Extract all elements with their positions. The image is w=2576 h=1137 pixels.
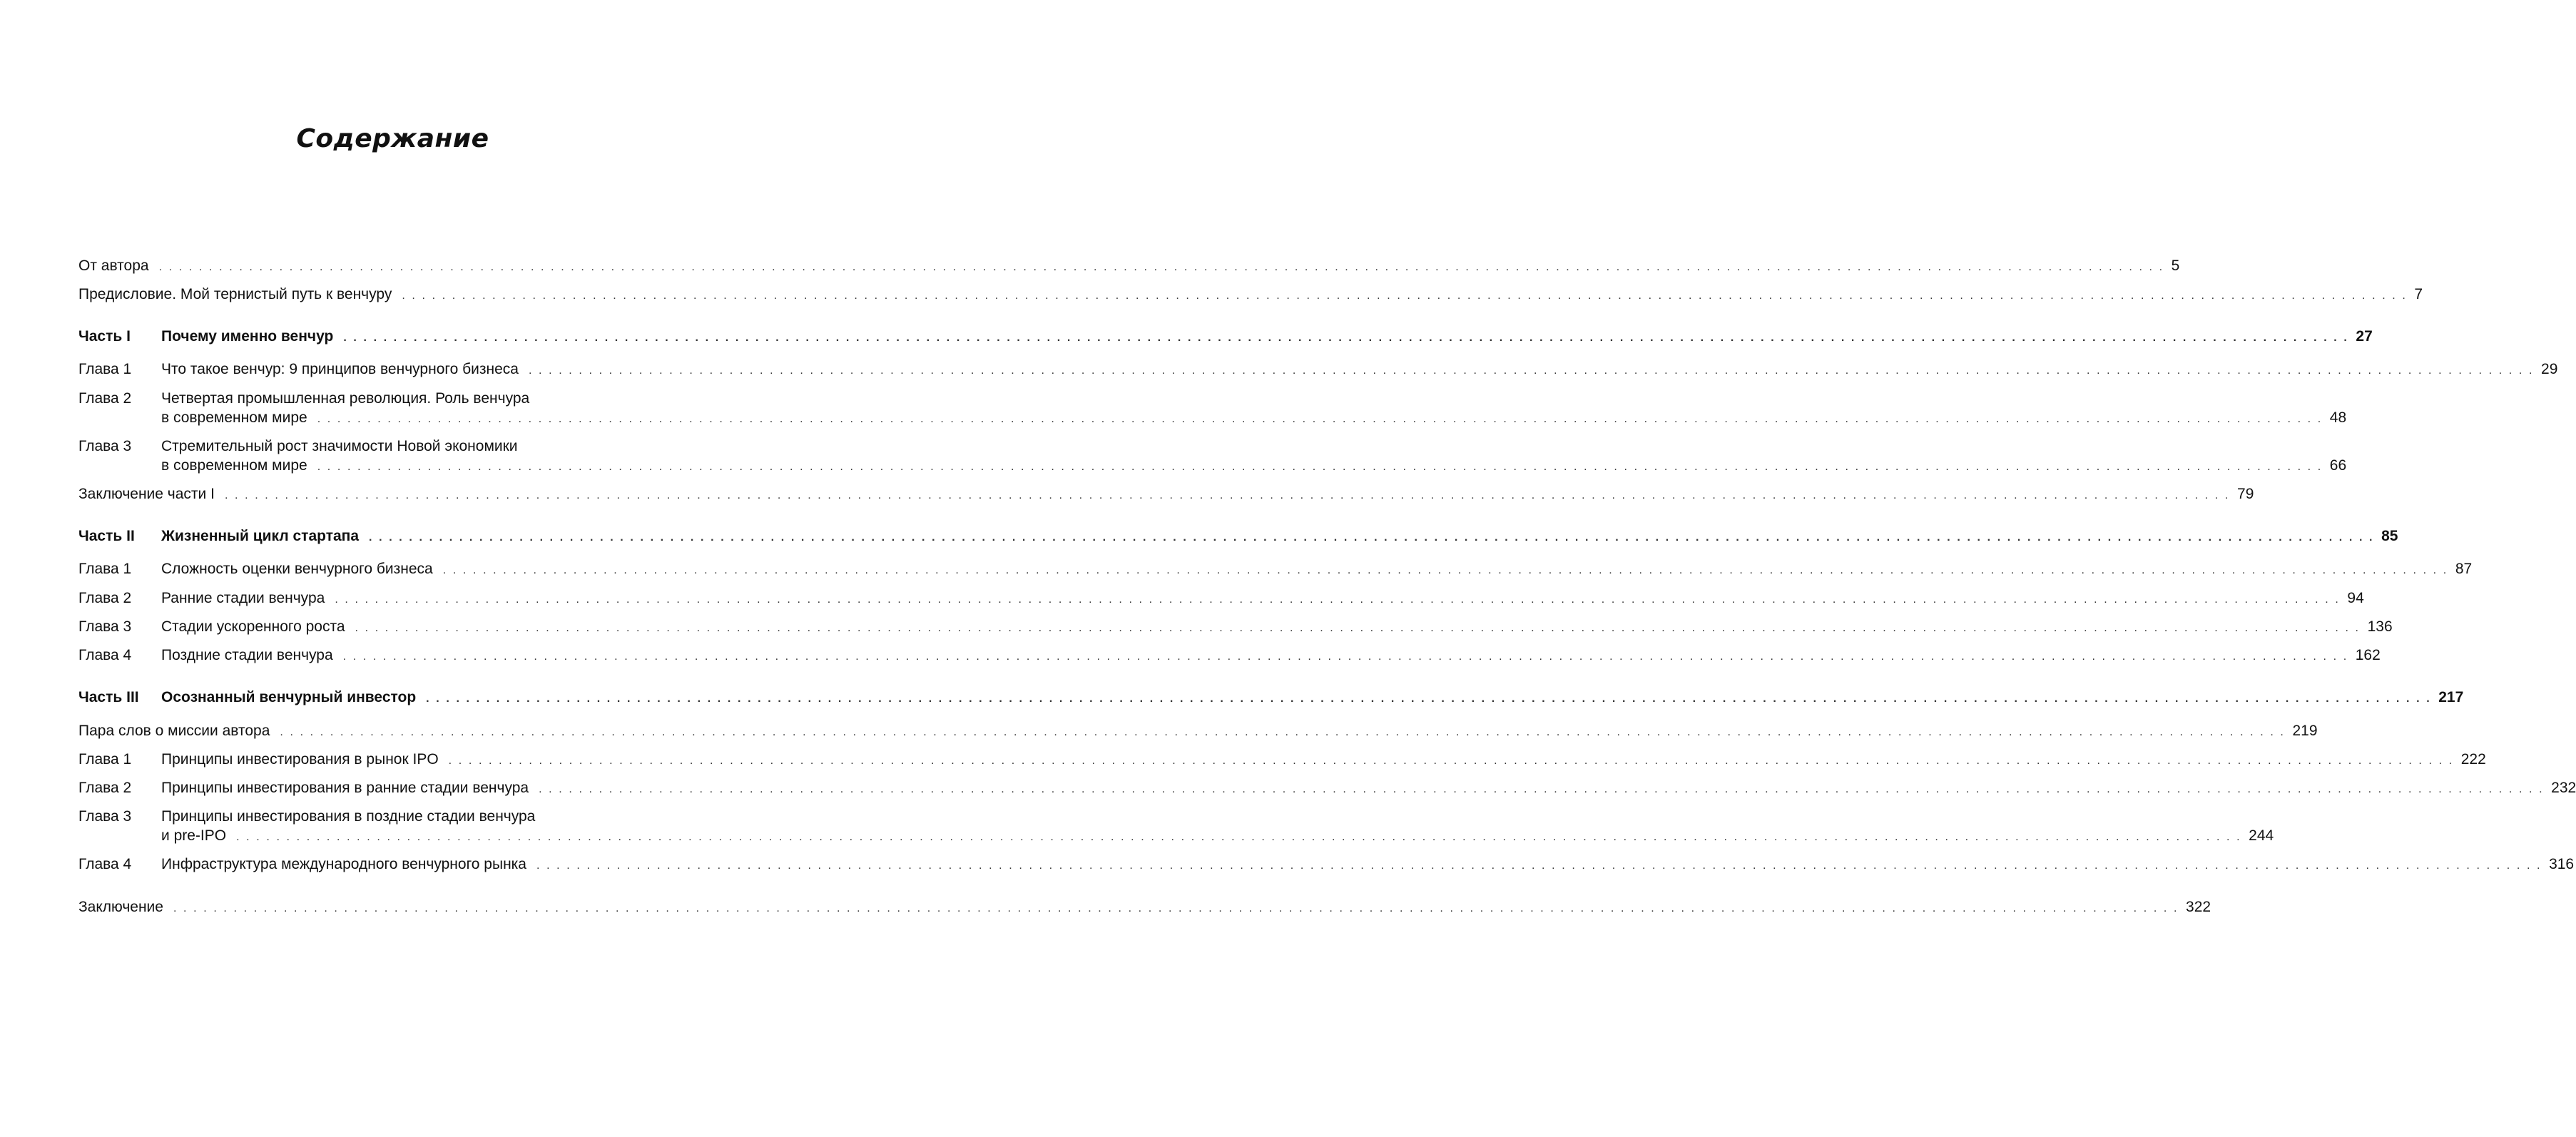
dot-leader: . . . . . . . . . . . . . . . . . . . . . . . . . . . . . . . . . . . . . . . . . . . . . . . . . . . . . . . . . . . . . . . . . . . . . . . . . . . . . . . . . . . . . . . . . . . . . . . . . . . . . . . . . . . . . . . . . . . . . . . . . . . . . . . . . . . . . . . . . . . . . . . . . . . . . . . . . . . . . . . . . . . . . . . . . . . . . . . . . . . . . . . . . . . . . . . . . . . . . . . . [355, 622, 2361, 634]
dot-leader: . . . . . . . . . . . . . . . . . . . . . . . . . . . . . . . . . . . . . . . . . . . . . . . . . . . . . . . . . . . . . . . . . . . . . . . . . . . . . . . . . . . . . . . . . . . . . . . . . . . . . . . . . . . . . . . . . . . . . . . . . . . . . . . . . . . . . . . . . . . . . . . . . . . . . . . . . . . . . . . . . . . . . . . . . . . . . . . . . . . . . . . . . . . . . . . . . . . . . . . . [342, 651, 2348, 663]
toc-entry[interactable] [78, 526, 2398, 546]
entry-title: От автора [78, 258, 149, 274]
entry-title: Пара слов о миссии автора [78, 723, 270, 739]
entry-label: Глава 1 [78, 361, 132, 377]
entry-label: Часть III [78, 689, 139, 705]
dot-leader: . . . . . . . . . . . . . . . . . . . . . . . . . . . . . . . . . . . . . . . . . . . . . . . . . . . . . . . . . . . . . . . . . . . . . . . . . . . . . . . . . . . . . . . . . . . . . . . . . . . . . . . . . . . . . . . . . . . . . . . . . . . . . . . . . . . . . . . . . . . . . . . . . . . . . . . . . . . . . . . . . . . . . . . . . . . . . . . . . . . . . . . . . . . . . . . . . . . . . . . . [158, 261, 2164, 273]
entry-title-continued: в современном мире [161, 457, 307, 474]
page-number: 222 [2460, 751, 2486, 768]
entry-label: Часть II [78, 528, 135, 544]
page-number: 87 [2455, 561, 2473, 577]
dot-leader: . . . . . . . . . . . . . . . . . . . . . . . . . . . . . . . . . . . . . . . . . . . . . . . . . . . . . . . . . . . . . . . . . . . . . . . . . . . . . . . . . . . . . . . . . . . . . . . . . . . . . . . . . . . . . . . . . . . . . . . . . . . . . . . . . . . . . . . . . . . . . . . . . . . . . . . . . . . . . . . . . . . . . . . . . . . . . . . . . . . . . . . . . . . . . . . . . . . . . . . . [343, 332, 2349, 344]
toc-entry[interactable] [78, 484, 2254, 504]
dot-leader: . . . . . . . . . . . . . . . . . . . . . . . . . . . . . . . . . . . . . . . . . . . . . . . . . . . . . . . . . . . . . . . . . . . . . . . . . . . . . . . . . . . . . . . . . . . . . . . . . . . . . . . . . . . . . . . . . . . . . . . . . . . . . . . . . . . . . . . . . . . . . . . . . . . . . . . . . . . . . . . . . . . . . . . . . . . . . . . . . . . . . . . . . . . . . . . . . . . . . . . . [173, 902, 2179, 914]
entry-title: Сложность оценки венчурного бизнеса [161, 561, 433, 577]
page-number: 322 [2186, 899, 2211, 915]
toc-entry[interactable] [78, 688, 2464, 708]
page-number: 48 [2329, 409, 2347, 426]
dot-leader: . . . . . . . . . . . . . . . . . . . . . . . . . . . . . . . . . . . . . . . . . . . . . . . . . . . . . . . . . . . . . . . . . . . . . . . . . . . . . . . . . . . . . . . . . . . . . . . . . . . . . . . . . . . . . . . . . . . . . . . . . . . . . . . . . . . . . . . . . . . . . . . . . . . . . . . . . . . . . . . . . . . . . . . . . . . . . . . . . . . . . . . . . . . . . . . . . . . . . . . . [369, 531, 2375, 544]
entry-title: Что такое венчур: 9 принципов венчурного бизнеса [161, 361, 519, 377]
page-number: 29 [2541, 361, 2558, 377]
page-number: 219 [2292, 723, 2318, 739]
entry-title: Принципы инвестирования в рынок IPO [161, 751, 439, 768]
dot-leader: . . . . . . . . . . . . . . . . . . . . . . . . . . . . . . . . . . . . . . . . . . . . . . . . . . . . . . . . . . . . . . . . . . . . . . . . . . . . . . . . . . . . . . . . . . . . . . . . . . . . . . . . . . . . . . . . . . . . . . . . . . . . . . . . . . . . . . . . . . . . . . . . . . . . . . . . . . . . . . . . . . . . . . . . . . . . . . . . . . . . . . . . . . . . . . . . . . . . . . . . [280, 726, 2286, 738]
page-number: 27 [2356, 328, 2373, 345]
entry-title-continued: и pre-IPO [161, 827, 227, 844]
entry-title: Жизненный цикл стартапа [161, 528, 360, 544]
dot-leader: . . . . . . . . . . . . . . . . . . . . . . . . . . . . . . . . . . . . . . . . . . . . . . . . . . . . . . . . . . . . . . . . . . . . . . . . . . . . . . . . . . . . . . . . . . . . . . . . . . . . . . . . . . . . . . . . . . . . . . . . . . . . . . . . . . . . . . . . . . . . . . . . . . . . . . . . . . . . . . . . . . . . . . . . . . . . . . . . . . . . . . . . . . . . . . . . . . . . . . . . [335, 593, 2341, 606]
toc-entry[interactable] [78, 826, 2274, 846]
toc-entry[interactable] [78, 408, 2347, 428]
toc-entry[interactable] [78, 646, 2381, 666]
entry-title: Заключение [78, 899, 163, 915]
entry-label: Глава 3 [78, 438, 132, 454]
entry-label: Глава 3 [78, 618, 132, 635]
entry-title: Четвертая промышленная революция. Роль венчура [161, 390, 530, 407]
entry-title-continued: в современном мире [161, 409, 307, 426]
page-number: 7 [2414, 286, 2423, 302]
entry-label: Глава 3 [78, 808, 132, 825]
dot-leader: . . . . . . . . . . . . . . . . . . . . . . . . . . . . . . . . . . . . . . . . . . . . . . . . . . . . . . . . . . . . . . . . . . . . . . . . . . . . . . . . . . . . . . . . . . . . . . . . . . . . . . . . . . . . . . . . . . . . . . . . . . . . . . . . . . . . . . . . . . . . . . . . . . . . . . . . . . . . . . . . . . . . . . . . . . . . . . . . . . . . . . . . . . . . . . . . . . . . . . . . [426, 693, 2432, 705]
entry-title: Заключение части I [78, 486, 215, 502]
dot-leader: . . . . . . . . . . . . . . . . . . . . . . . . . . . . . . . . . . . . . . . . . . . . . . . . . . . . . . . . . . . . . . . . . . . . . . . . . . . . . . . . . . . . . . . . . . . . . . . . . . . . . . . . . . . . . . . . . . . . . . . . . . . . . . . . . . . . . . . . . . . . . . . . . . . . . . . . . . . . . . . . . . . . . . . . . . . . . . . . . . . . . . . . . . . . . . . . . . . . . . . . [317, 461, 2323, 473]
page-number: 162 [2355, 647, 2381, 663]
entry-title: Почему именно венчур [161, 328, 334, 345]
page-number: 79 [2237, 486, 2254, 502]
toc-entry[interactable] [78, 897, 2211, 917]
toc-entry[interactable] [78, 285, 2423, 305]
dot-leader: . . . . . . . . . . . . . . . . . . . . . . . . . . . . . . . . . . . . . . . . . . . . . . . . . . . . . . . . . . . . . . . . . . . . . . . . . . . . . . . . . . . . . . . . . . . . . . . . . . . . . . . . . . . . . . . . . . . . . . . . . . . . . . . . . . . . . . . . . . . . . . . . . . . . . . . . . . . . . . . . . . . . . . . . . . . . . . . . . . . . . . . . . . . . . . . . . . . . . . . . [442, 564, 2448, 576]
dot-leader: . . . . . . . . . . . . . . . . . . . . . . . . . . . . . . . . . . . . . . . . . . . . . . . . . . . . . . . . . . . . . . . . . . . . . . . . . . . . . . . . . . . . . . . . . . . . . . . . . . . . . . . . . . . . . . . . . . . . . . . . . . . . . . . . . . . . . . . . . . . . . . . . . . . . . . . . . . . . . . . . . . . . . . . . . . . . . . . . . . . . . . . . . . . . . . . . . . . . . . . . [448, 755, 2454, 767]
page-number: 85 [2381, 528, 2398, 544]
entry-label: Часть I [78, 328, 131, 345]
entry-title: Поздние стадии венчура [161, 647, 333, 663]
entry-title: Принципы инвестирования в поздние стадии венчура [161, 808, 536, 825]
entry-label: Глава 1 [78, 751, 132, 768]
entry-title: Инфраструктура международного венчурного рынка [161, 856, 526, 872]
toc-entry[interactable] [78, 559, 2473, 579]
toc-entry[interactable] [78, 617, 2393, 637]
page-number: 5 [2171, 258, 2180, 274]
entry-title: Ранние стадии венчура [161, 590, 325, 606]
dot-leader: . . . . . . . . . . . . . . . . . . . . . . . . . . . . . . . . . . . . . . . . . . . . . . . . . . . . . . . . . . . . . . . . . . . . . . . . . . . . . . . . . . . . . . . . . . . . . . . . . . . . . . . . . . . . . . . . . . . . . . . . . . . . . . . . . . . . . . . . . . . . . . . . . . . . . . . . . . . . . . . . . . . . . . . . . . . . . . . . . . . . . . . . . . . . . . . . . . . . . . . . [236, 831, 2242, 843]
toc-entry[interactable] [78, 855, 2575, 875]
page-number: 217 [2438, 689, 2464, 705]
page-title: Содержание [296, 124, 489, 154]
toc-entry[interactable] [78, 360, 2558, 379]
entry-label: Глава 2 [78, 390, 132, 407]
toc-entry[interactable] [78, 750, 2486, 770]
page-number: 136 [2367, 618, 2393, 635]
toc-entry[interactable] [78, 256, 2180, 276]
dot-leader: . . . . . . . . . . . . . . . . . . . . . . . . . . . . . . . . . . . . . . . . . . . . . . . . . . . . . . . . . . . . . . . . . . . . . . . . . . . . . . . . . . . . . . . . . . . . . . . . . . . . . . . . . . . . . . . . . . . . . . . . . . . . . . . . . . . . . . . . . . . . . . . . . . . . . . . . . . . . . . . . . . . . . . . . . . . . . . . . . . . . . . . . . . . . . . . . . . . . . . . . [539, 783, 2545, 795]
toc-entry[interactable] [78, 588, 2364, 608]
entry-label: Глава 4 [78, 856, 132, 872]
page-number: 244 [2249, 827, 2274, 844]
page-number: 316 [2549, 856, 2575, 872]
page-number: 94 [2347, 590, 2364, 606]
entry-title: Принципы инвестирования в ранние стадии венчура [161, 780, 529, 796]
toc-entry[interactable] [78, 778, 2576, 798]
dot-leader: . . . . . . . . . . . . . . . . . . . . . . . . . . . . . . . . . . . . . . . . . . . . . . . . . . . . . . . . . . . . . . . . . . . . . . . . . . . . . . . . . . . . . . . . . . . . . . . . . . . . . . . . . . . . . . . . . . . . . . . . . . . . . . . . . . . . . . . . . . . . . . . . . . . . . . . . . . . . . . . . . . . . . . . . . . . . . . . . . . . . . . . . . . . . . . . . . . . . . . . . [317, 413, 2323, 425]
page-number: 232 [2551, 780, 2576, 796]
toc-entry[interactable] [78, 721, 2318, 741]
entry-title: Стадии ускоренного роста [161, 618, 345, 635]
entry-label: Глава 4 [78, 647, 132, 663]
dot-leader: . . . . . . . . . . . . . . . . . . . . . . . . . . . . . . . . . . . . . . . . . . . . . . . . . . . . . . . . . . . . . . . . . . . . . . . . . . . . . . . . . . . . . . . . . . . . . . . . . . . . . . . . . . . . . . . . . . . . . . . . . . . . . . . . . . . . . . . . . . . . . . . . . . . . . . . . . . . . . . . . . . . . . . . . . . . . . . . . . . . . . . . . . . . . . . . . . . . . . . . . [536, 860, 2542, 872]
entry-title: Осознанный венчурный инвестор [161, 689, 417, 705]
toc-entry[interactable] [78, 327, 2373, 347]
dot-leader: . . . . . . . . . . . . . . . . . . . . . . . . . . . . . . . . . . . . . . . . . . . . . . . . . . . . . . . . . . . . . . . . . . . . . . . . . . . . . . . . . . . . . . . . . . . . . . . . . . . . . . . . . . . . . . . . . . . . . . . . . . . . . . . . . . . . . . . . . . . . . . . . . . . . . . . . . . . . . . . . . . . . . . . . . . . . . . . . . . . . . . . . . . . . . . . . . . . . . . . . [224, 489, 2231, 501]
entry-label: Глава 1 [78, 561, 132, 577]
entry-label: Глава 2 [78, 590, 132, 606]
toc-entry[interactable] [78, 456, 2347, 476]
dot-leader: . . . . . . . . . . . . . . . . . . . . . . . . . . . . . . . . . . . . . . . . . . . . . . . . . . . . . . . . . . . . . . . . . . . . . . . . . . . . . . . . . . . . . . . . . . . . . . . . . . . . . . . . . . . . . . . . . . . . . . . . . . . . . . . . . . . . . . . . . . . . . . . . . . . . . . . . . . . . . . . . . . . . . . . . . . . . . . . . . . . . . . . . . . . . . . . . . . . . . . . . [528, 364, 2535, 377]
entry-label: Глава 2 [78, 780, 132, 796]
dot-leader: . . . . . . . . . . . . . . . . . . . . . . . . . . . . . . . . . . . . . . . . . . . . . . . . . . . . . . . . . . . . . . . . . . . . . . . . . . . . . . . . . . . . . . . . . . . . . . . . . . . . . . . . . . . . . . . . . . . . . . . . . . . . . . . . . . . . . . . . . . . . . . . . . . . . . . . . . . . . . . . . . . . . . . . . . . . . . . . . . . . . . . . . . . . . . . . . . . . . . . . . [402, 290, 2408, 302]
entry-title: Стремительный рост значимости Новой экономики [161, 438, 518, 454]
entry-title: Предисловие. Мой тернистый путь к венчуру [78, 286, 392, 302]
page-number: 66 [2329, 457, 2347, 474]
